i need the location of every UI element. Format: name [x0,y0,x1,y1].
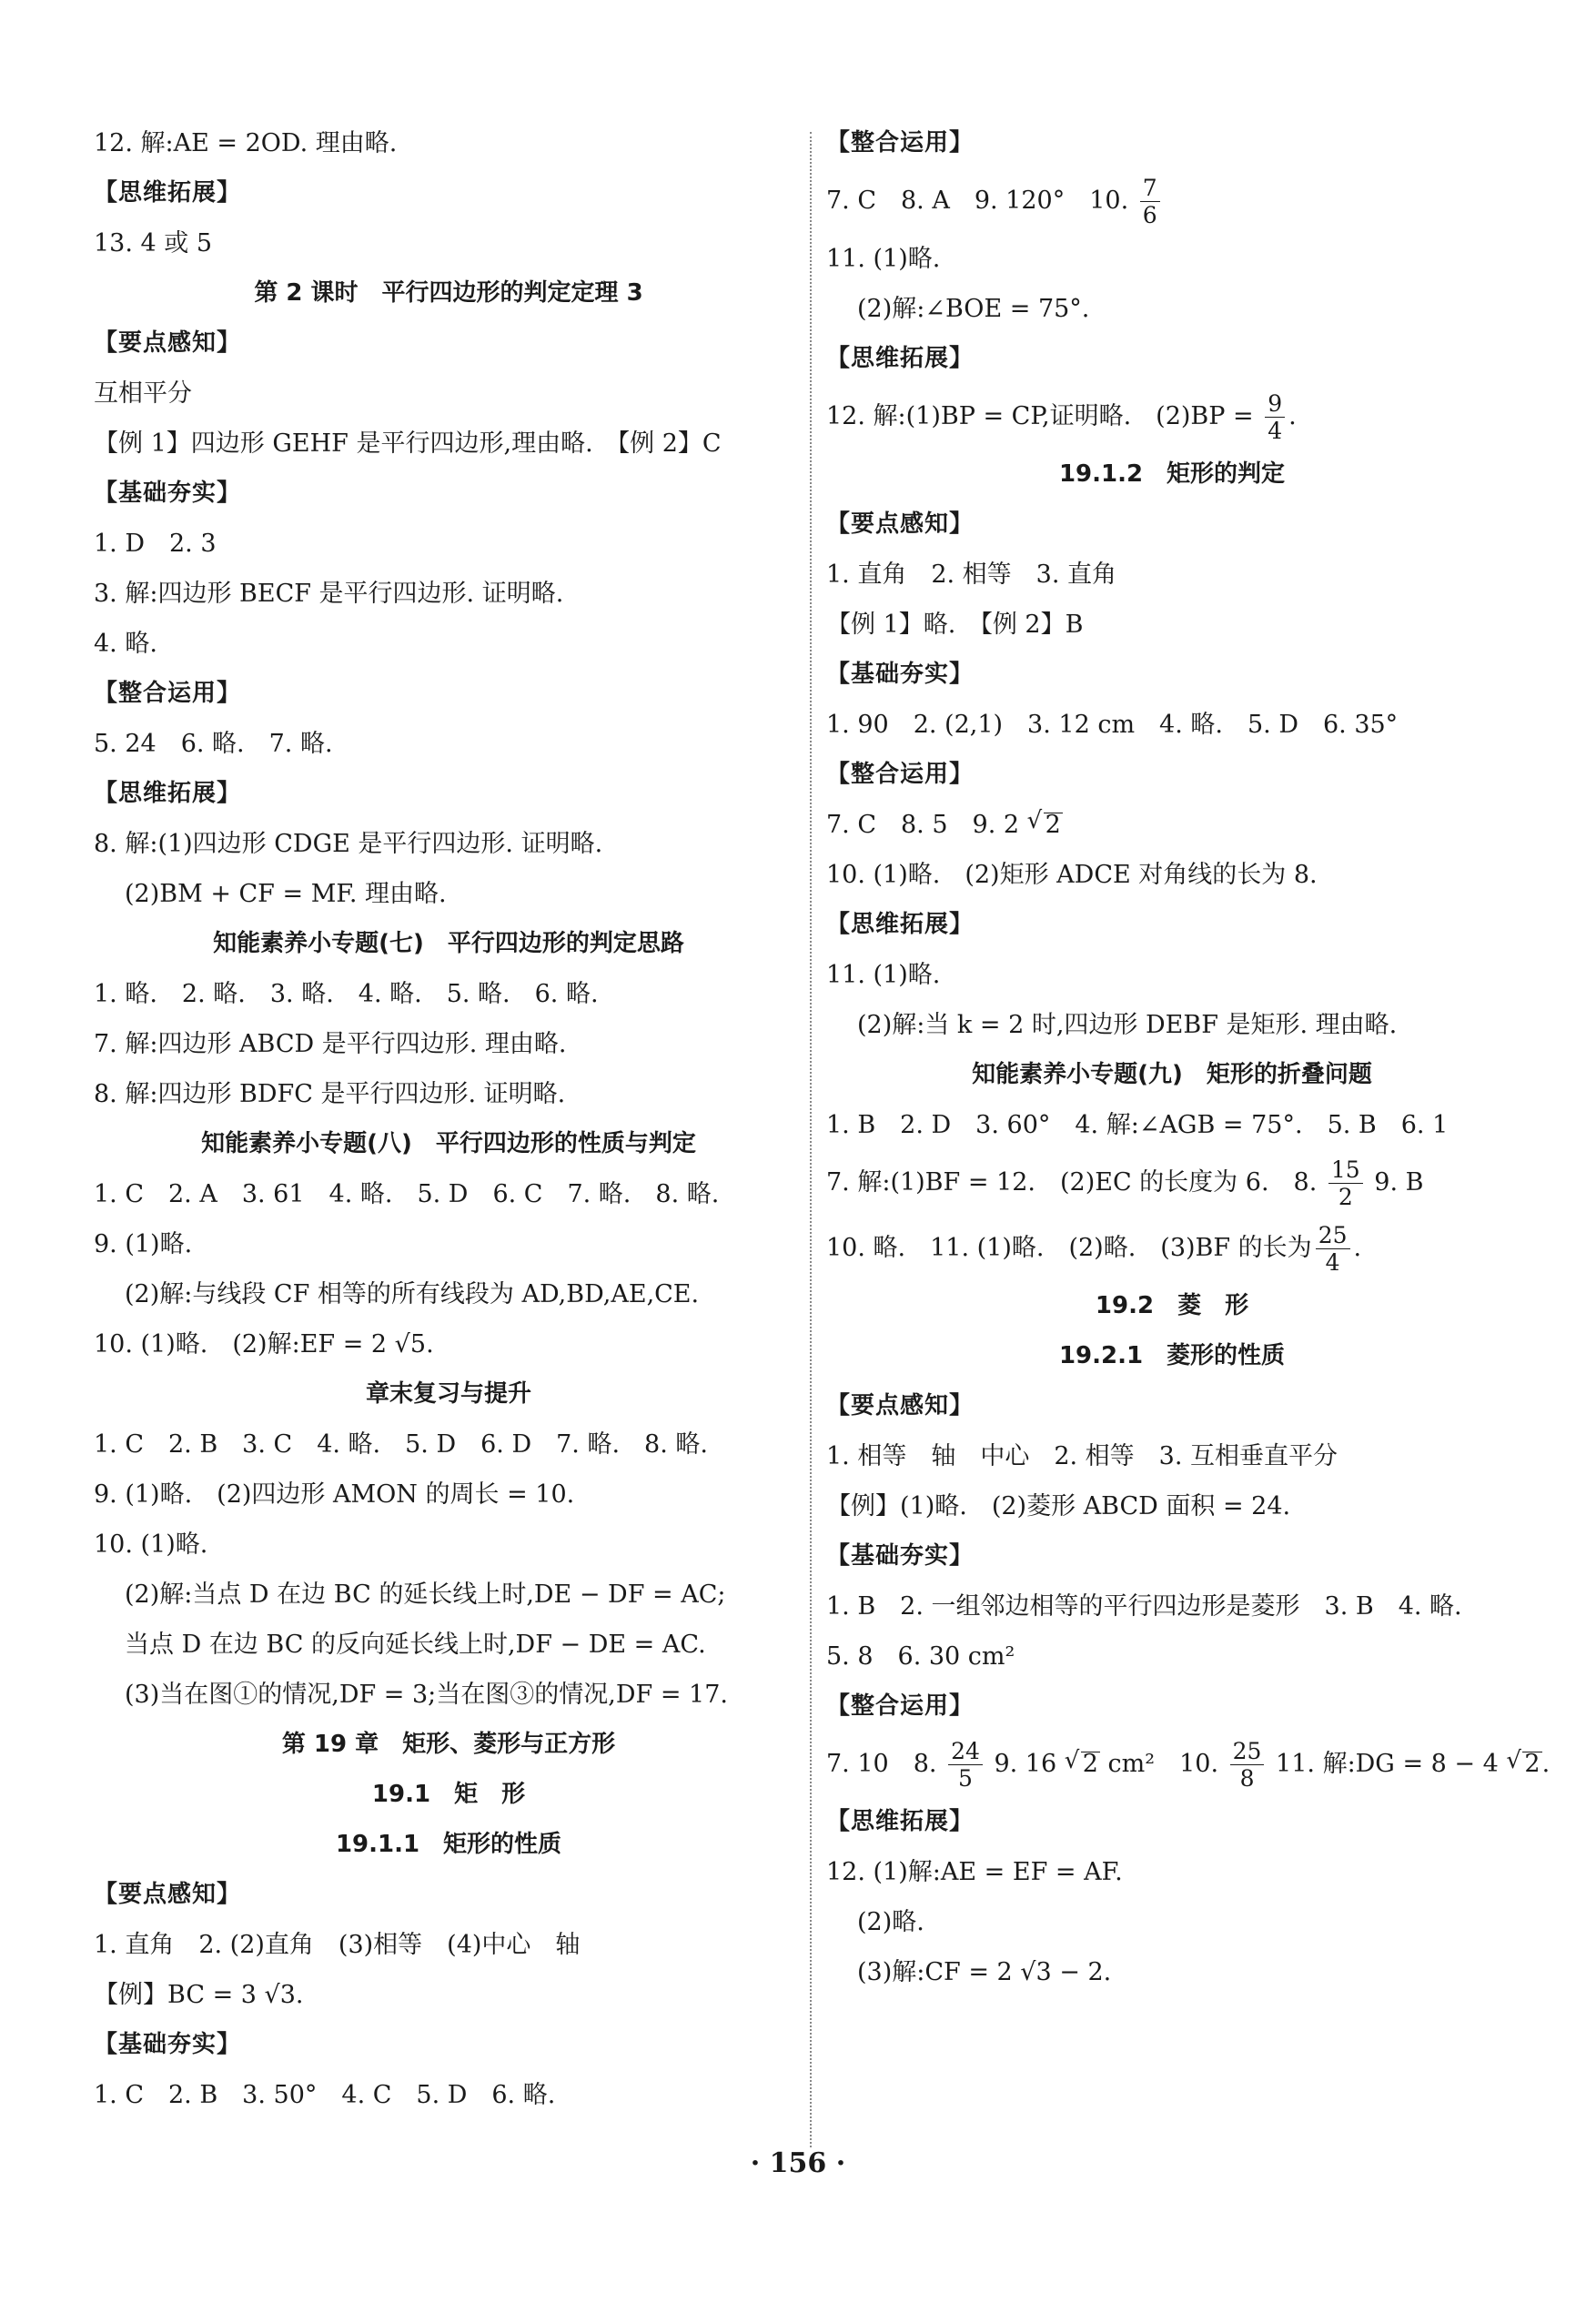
section-heading: 【要点感知】 [94,1881,242,1908]
column-divider [810,132,812,2147]
answer-line: 1. 略. 2. 略. 3. 略. 4. 略. 5. 略. 6. 略. [94,980,599,1008]
section-heading: 【基础夯实】 [826,661,975,688]
answer-line: (3)解:CF = 2 √3 − 2. [857,1958,1112,1986]
answer-line: 【例】(1)略. (2)菱形 ABCD 面积 = 24. [826,1492,1291,1520]
square-root: √ 2 [1064,1747,1098,1778]
subsection-title: 19.1.2 矩形的判定 [1058,460,1286,488]
section-heading: 【基础夯实】 [94,480,242,507]
answer-line: 12. 解:(1)BP = CP,证明略. (2)BP = $\frac{9}{4}$ . [826,390,1297,444]
section-heading: 【思维拓展】 [826,345,975,372]
section-heading: 【要点感知】 [94,329,242,357]
subsection-title: 知能素养小专题(八) 平行四边形的性质与判定 [201,1130,696,1157]
answer-line: 12. (1)解:AE = EF = AF. [826,1858,1123,1886]
answer-line: 8. 解:(1)四边形 CDGE 是平行四边形. 证明略. [94,830,603,858]
answer-line: 1. 相等 轴 中心 2. 相等 3. 互相垂直平分 [826,1442,1338,1470]
fraction: $\frac{15}{2}$ [1328,1158,1363,1208]
section-heading: 【思维拓展】 [94,780,242,807]
answer-line: 11. (1)略. [826,245,941,273]
answer-line: 11. (1)略. [826,961,941,989]
subsection-title: 19.2.1 菱形的性质 [1058,1342,1286,1369]
answer-line: 互相平分 [94,379,192,408]
answer-line: 7. 解:(1)BF = 12. (2)EC 的长度为 6. 8. $\frac{15}{2}$ 9. B [826,1156,1424,1210]
answer-line: 【例 1】四边形 GEHF 是平行四边形,理由略. 【例 2】C [94,429,722,458]
answer-line: 8. 解:四边形 BDFC 是平行四边形. 证明略. [94,1080,566,1108]
fraction: $\frac{25}{8}$ [1230,1740,1265,1790]
answer-line: (2)解:与线段 CF 相等的所有线段为 AD,BD,AE,CE. [125,1280,700,1308]
answer-line: (3)当在图①的情况,DF = 3;当在图③的情况,DF = 17. [125,1681,728,1709]
answer-line: 9. (1)略. (2)四边形 AMON 的周长 = 10. [94,1480,575,1509]
answer-line: 7. C 8. 5 9. 2 √ 2 [826,800,1518,850]
answer-line: (2)BM + CF = MF. 理由略. [125,880,447,908]
subsection-title: 知能素养小专题(七) 平行四边形的判定思路 [213,930,684,957]
answer-line: 9. (1)略. [94,1230,193,1258]
answer-line: 1. C 2. A 3. 61 4. 略. 5. D 6. C 7. 略. 8. 略. [94,1180,720,1208]
subsection-title: 第 19 章 矩形、菱形与正方形 [281,1731,616,1758]
answer-line: 10. (1)略. [94,1530,208,1559]
fraction: $\frac{9}{4}$ [1265,392,1285,442]
fraction: $\frac{24}{5}$ [948,1740,983,1790]
answer-line: 1. C 2. B 3. C 4. 略. 5. D 6. D 7. 略. 8. 略. [94,1430,708,1459]
answer-line: 7. 解:四边形 ABCD 是平行四边形. 理由略. [94,1030,567,1058]
answer-line: 1. B 2. D 3. 60° 4. 解:∠AGB = 75°. 5. B 6. 1 [826,1111,1449,1139]
answer-line: 1. D 2. 3 [94,530,217,558]
subsection-title: 章末复习与提升 [365,1380,531,1408]
answer-line: 5. 24 6. 略. 7. 略. [94,730,333,758]
subsection-title: 19.1 矩 形 [371,1781,526,1808]
section-heading: 【要点感知】 [826,510,975,538]
answer-line: 1. 90 2. (2,1) 3. 12 cm 4. 略. 5. D 6. 35° [826,711,1399,739]
answer-line: (2)解:当 k = 2 时,四边形 DEBF 是矩形. 理由略. [857,1011,1398,1039]
answer-line: 5. 8 6. 30 cm² [826,1642,1015,1671]
subsection-title: 知能素养小专题(九) 矩形的折叠问题 [972,1061,1372,1088]
answer-line: 7. C 8. A 9. 120° 10. $\frac{7}{6}$ [826,168,1518,234]
section-heading: 【思维拓展】 [826,911,975,938]
answer-line: 1. 直角 2. 相等 3. 直角 [826,561,1117,589]
answer-line: 【例 1】略. 【例 2】B [826,611,1084,639]
fraction: $\frac{7}{6}$ [1140,177,1160,227]
section-heading: 【整合运用】 [826,129,975,157]
answer-line: 4. 略. [94,630,157,658]
answer-line: (2)略. [857,1908,924,1936]
page-number: · 156 · [750,2147,846,2179]
answer-line: (2)解:当点 D 在边 BC 的延长线上时,DE − DF = AC; [125,1581,726,1609]
section-heading: 【整合运用】 [826,1692,975,1720]
section-heading: 【整合运用】 [826,761,975,788]
answer-line: 3. 解:四边形 BECF 是平行四边形. 证明略. [94,580,564,608]
section-heading: 【思维拓展】 [94,179,242,207]
fraction: $\frac{25}{4}$ [1316,1224,1350,1274]
answer-line: 1. B 2. 一组邻边相等的平行四边形是菱形 3. B 4. 略. [826,1592,1462,1621]
section-heading: 【思维拓展】 [826,1808,975,1835]
answer-line: 12. 解:AE = 2OD. 理由略. [94,129,398,157]
right-column [826,118,1551,1997]
square-root: √ 2 [1026,807,1061,839]
answer-line: (2)解:∠BOE = 75°. [857,295,1090,323]
section-heading: 【基础夯实】 [826,1542,975,1570]
answer-line: 13. 4 或 5 [94,229,213,258]
left-column [94,118,803,2120]
answer-line: 1. 直角 2. (2)直角 (3)相等 (4)中心 轴 [94,1931,581,1959]
answer-line: 7. 10 8. $\frac{24}{5}$ 9. 16 √ 2 cm² 10. $\frac{25}{8}$ 11. 解:DG = 8 − 4 √ 2. [826,1732,1518,1797]
answer-line: 【例】BC = 3 √3. [94,1981,304,2009]
subsection-title: 19.1.1 矩形的性质 [335,1831,562,1858]
answer-line: 10. (1)略. (2)解:EF = 2 √5. [94,1330,434,1358]
section-heading: 【整合运用】 [94,680,242,707]
section-heading: 【基础夯实】 [94,2031,242,2058]
square-root: √ 2 [1506,1747,1540,1778]
answer-line: 当点 D 在边 BC 的反向延长线上时,DF − DE = AC. [125,1631,706,1659]
section-heading: 【要点感知】 [826,1392,975,1419]
subsection-title: 第 2 课时 平行四边形的判定定理 3 [254,279,643,307]
answer-line: 10. (1)略. (2)矩形 ADCE 对角线的长为 8. [826,861,1318,889]
answer-line: 10. 略. 11. (1)略. (2)略. (3)BF 的长为 $\frac{25}{4}$ . [826,1222,1362,1276]
subsection-title: 19.2 菱 形 [1095,1292,1249,1319]
answer-line: 1. C 2. B 3. 50° 4. C 5. D 6. 略. [94,2081,556,2109]
